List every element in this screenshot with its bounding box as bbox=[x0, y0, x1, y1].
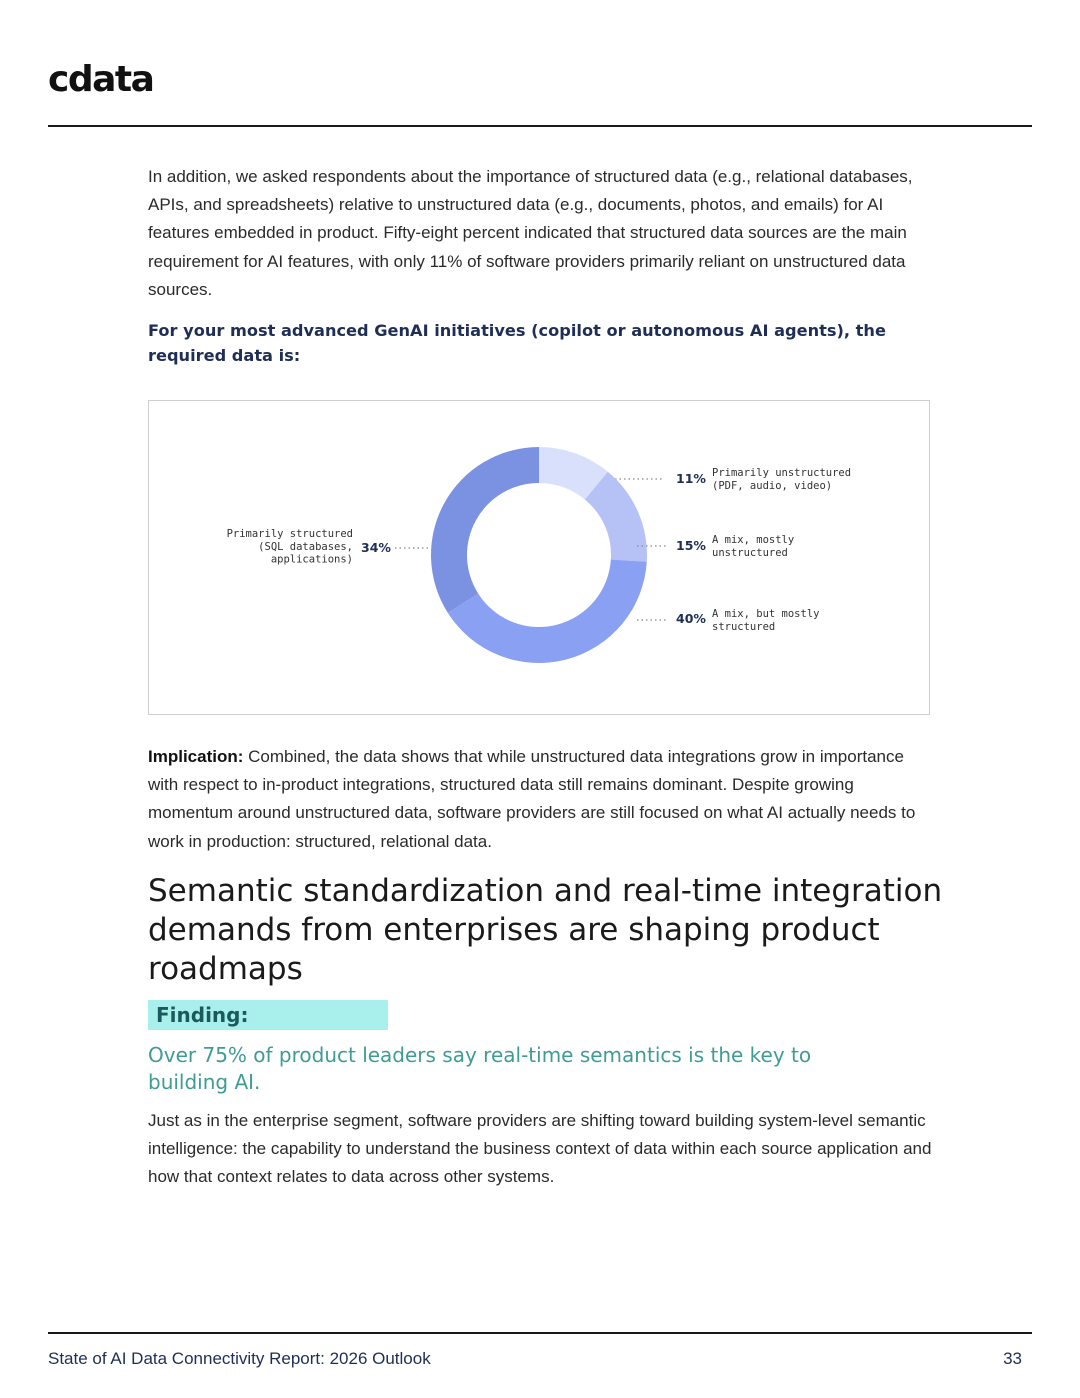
header-divider bbox=[48, 125, 1032, 127]
slice-percent-label: 15% bbox=[676, 538, 706, 553]
donut-slice bbox=[448, 560, 647, 663]
slice-category-label: A mix, mostly bbox=[712, 534, 795, 546]
slice-category-label: Primarily unstructured bbox=[712, 467, 852, 479]
slice-percent-label: 34% bbox=[361, 540, 391, 555]
donut-slice bbox=[431, 447, 539, 613]
footer-divider bbox=[48, 1332, 1032, 1334]
closing-paragraph: Just as in the enterprise segment, software providers are shifting toward building system-level semantic intelligence: the capability to understand the business context of data within each source application and how that context relates to data across other systems. bbox=[148, 1111, 932, 1187]
slice-category-label: structured bbox=[712, 620, 776, 633]
slice-percent-label: 11% bbox=[676, 471, 706, 486]
slice-category-label: Primarily structured bbox=[226, 528, 353, 540]
intro-paragraph: In addition, we asked respondents about the importance of structured data (e.g., relational databases, APIs, and spreadsheets) relative to unstructured data (e.g., documents, photos, and emails) for AI features embedded in product. Fifty-eight percent indicated that structured data sources are the main requirement for AI features, with only 11% of software providers primarily reliant on unstructured data sources. bbox=[148, 167, 913, 299]
implication-paragraph bbox=[148, 743, 938, 856]
finding-text: Over 75% of product leaders say real-time semantics is the key to building AI. bbox=[148, 1043, 812, 1094]
page-number: 33 bbox=[1003, 1349, 1022, 1368]
slice-category-label: (SQL databases, bbox=[258, 540, 353, 553]
slice-category-label: (PDF, audio, video) bbox=[712, 479, 833, 492]
implication-label: Implication: bbox=[148, 747, 244, 766]
donut-chart-panel bbox=[148, 400, 930, 715]
implication-text: Combined, the data shows that while unstructured data integrations grow in importance with respect to in-product integrations, structured data still remains dominant. Despite growing momentum around unstructured data, software providers are still focused on what AI actually needs to work in production: structured, relational data. bbox=[148, 747, 916, 851]
finding-label: Finding: bbox=[148, 1000, 388, 1030]
slice-percent-label: 40% bbox=[676, 611, 706, 626]
brand-logo: cdata bbox=[48, 59, 154, 100]
footer-report-title: State of AI Data Connectivity Report: 2026 Outlook bbox=[48, 1349, 431, 1368]
section-heading: Semantic standardization and real-time integration demands from enterprises are shaping product roadmaps bbox=[148, 873, 943, 987]
slice-category-label: unstructured bbox=[712, 546, 788, 559]
slice-category-label: applications) bbox=[270, 553, 353, 566]
donut-chart bbox=[149, 401, 931, 716]
chart-question: For your most advanced GenAI initiatives (copilot or autonomous AI agents), the required data is: bbox=[148, 321, 886, 365]
slice-category-label: A mix, but mostly bbox=[712, 608, 820, 620]
